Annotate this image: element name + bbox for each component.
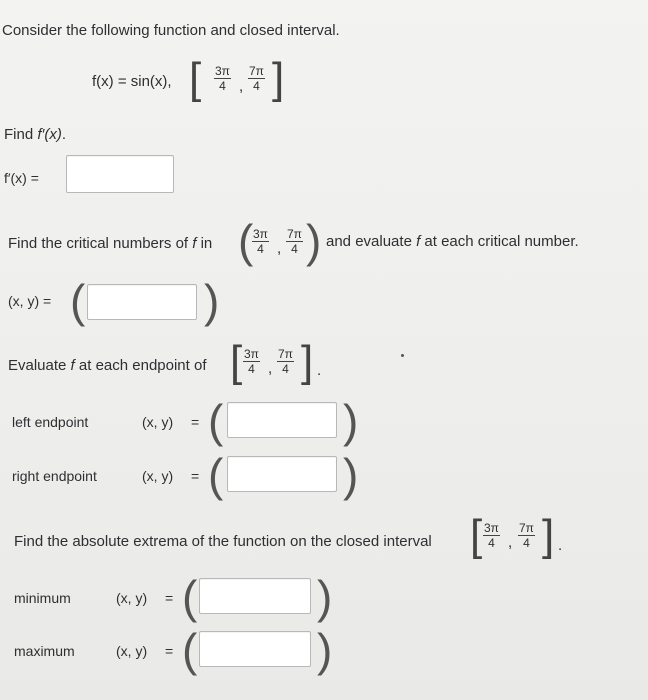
answer-right-paren: ) (343, 395, 359, 447)
interval-comma: , (277, 240, 282, 257)
fraction-denominator: 4 (291, 242, 298, 256)
fraction-denominator: 4 (257, 242, 264, 256)
fraction-denominator: 4 (488, 536, 495, 550)
interval-right-bracket: ] (542, 511, 555, 560)
critical-prompt (8, 235, 212, 252)
fraction-denominator: 4 (523, 536, 530, 550)
prompt-text: and evaluate (326, 233, 417, 250)
fraction-denominator: 4 (248, 362, 255, 376)
function-name: f (70, 357, 75, 374)
prompt-text: Evaluate (8, 357, 71, 374)
endpoints-prompt (8, 357, 207, 374)
interval-end-fraction (286, 227, 303, 256)
maximum-label: maximum (14, 643, 75, 659)
interval-start-fraction (243, 347, 260, 376)
equals-sign: = (191, 414, 200, 430)
fraction-numerator: 3π (253, 227, 268, 241)
interval-right-bracket: ] (301, 337, 314, 386)
answer-right-paren: ) (204, 275, 220, 327)
interval-left-bracket: [ (189, 54, 202, 103)
interval-start-fraction (252, 227, 269, 256)
function-name: f (192, 235, 197, 252)
extrema-prompt: Find the absolute extrema of the function on the closed interval (14, 533, 432, 550)
left-endpoint-answer-field[interactable] (227, 402, 337, 438)
interval-left-bracket: [ (470, 511, 483, 560)
fraction-numerator: 7π (287, 227, 302, 241)
prompt-text: in (196, 235, 213, 252)
interval-right-paren: ) (306, 215, 322, 267)
interval-start-fraction (214, 64, 231, 93)
interval-comma: , (239, 78, 244, 95)
answer-left-paren: ( (70, 275, 86, 327)
prompt-text: Find the critical numbers of (8, 235, 193, 252)
right-endpoint-answer-field[interactable] (227, 456, 337, 492)
function-name: f (416, 233, 421, 250)
answer-right-paren: ) (317, 571, 333, 623)
fraction-numerator: 3π (484, 521, 499, 535)
intro-text: Consider the following function and closed interval. (2, 22, 340, 39)
interval-end-fraction (277, 347, 294, 376)
fraction-denominator: 4 (253, 79, 260, 93)
left-endpoint-xy-label: (x, y) (142, 414, 174, 430)
maximum-answer-field[interactable] (199, 631, 311, 667)
critical-xy-label: (x, y) = (8, 293, 52, 309)
answer-left-paren: ( (208, 449, 224, 501)
answer-left-paren: ( (208, 395, 224, 447)
answer-left-paren: ( (182, 624, 198, 676)
prompt-text: at each critical number. (420, 233, 579, 250)
interval-right-bracket: ] (272, 54, 285, 103)
prompt-text: Find (4, 126, 38, 143)
answer-right-paren: ) (317, 624, 333, 676)
fraction-numerator: 7π (249, 64, 264, 78)
minimum-xy-label: (x, y) (116, 590, 148, 606)
function-definition: f(x) = sin(x), (92, 73, 172, 90)
prompt-text: at each endpoint of (74, 357, 207, 374)
right-endpoint-xy-label: (x, y) (142, 468, 174, 484)
fraction-numerator: 3π (215, 64, 230, 78)
equals-sign: = (165, 590, 174, 606)
critical-prompt-continued (326, 233, 579, 250)
left-endpoint-label: left endpoint (12, 414, 89, 430)
stray-dot (401, 354, 404, 357)
fraction-numerator: 3π (244, 347, 259, 361)
interval-comma: , (508, 534, 513, 551)
interval-start-fraction (483, 521, 500, 550)
minimum-answer-field[interactable] (199, 578, 311, 614)
derivative-prompt (4, 126, 66, 143)
equals-sign: = (191, 468, 200, 484)
extrema-prompt-period: . (558, 537, 563, 554)
derivative-answer-field[interactable] (66, 155, 174, 193)
right-endpoint-label: right endpoint (12, 468, 97, 484)
derivative-notation: f′(x) (37, 126, 62, 143)
interval-end-fraction (518, 521, 535, 550)
fraction-numerator: 7π (278, 347, 293, 361)
interval-comma: , (268, 360, 273, 377)
fraction-denominator: 4 (219, 79, 226, 93)
interval-left-paren: ( (238, 215, 254, 267)
endpoints-prompt-period: . (317, 362, 322, 379)
derivative-label: f′(x) = (4, 170, 39, 186)
prompt-period: . (61, 126, 67, 143)
answer-right-paren: ) (343, 449, 359, 501)
critical-point-answer-field[interactable] (87, 284, 197, 320)
answer-left-paren: ( (182, 571, 198, 623)
maximum-xy-label: (x, y) (116, 643, 148, 659)
interval-end-fraction (248, 64, 265, 93)
fraction-numerator: 7π (519, 521, 534, 535)
minimum-label: minimum (14, 590, 71, 606)
interval-left-bracket: [ (230, 337, 243, 386)
equals-sign: = (165, 643, 174, 659)
fraction-denominator: 4 (282, 362, 289, 376)
